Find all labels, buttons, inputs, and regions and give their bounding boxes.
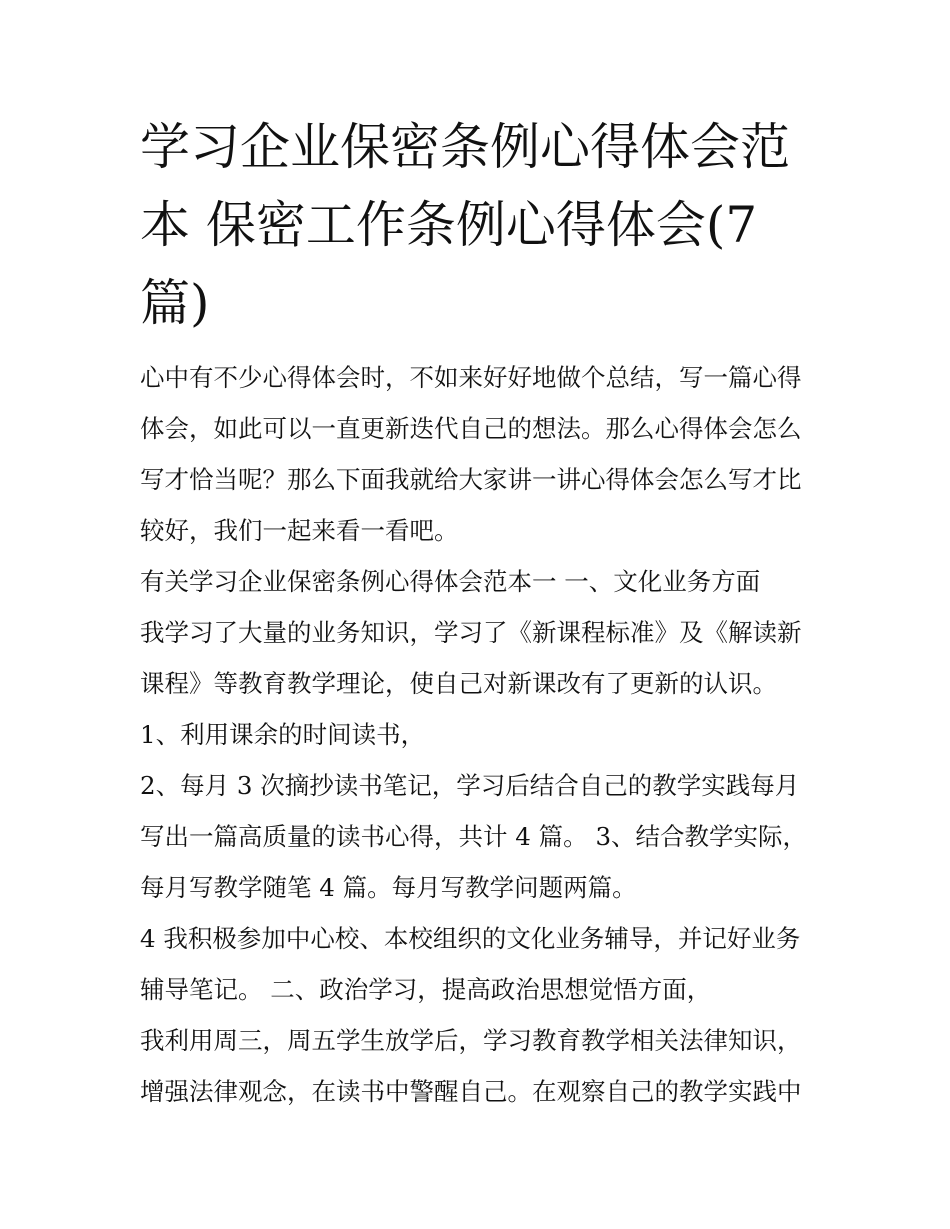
body-line: 有关学习企业保密条例心得体会范本一 一、文化业务方面 [140,567,761,596]
body-line: 1、利用课余的时间读书， [140,720,426,749]
body-line: 较好，我们一起来看一看吧。 [140,516,459,545]
body-line: 写出一篇高质量的读书心得，共计 4 篇。 3、结合教学实际， [140,822,808,851]
body-line: 每月写教学随笔 4 篇。每月写教学问题两篇。 [140,873,637,902]
body-line: 体会，如此可以一直更新迭代自己的想法。那么心得体会怎么 [140,414,802,443]
body-line: 4 我积极参加中心校、本校组织的文化业务辅导，并记好业务 [140,924,801,953]
body-line: 我学习了大量的业务知识，学习了《新课程标准》及《解读新 [140,618,802,647]
document-title [140,108,820,342]
title-line: 本 保密工作条例心得体会(7 [140,196,758,254]
body-line: 增强法律观念，在读书中警醒自己。在观察自己的教学实践中 [140,1077,802,1106]
body-line: 心中有不少心得体会时，不如来好好地做个总结，写一篇心得 [140,363,802,392]
title-line: 篇) [140,274,210,332]
body-line: 辅导笔记。 二、政治学习，提高政治思想觉悟方面， [140,975,712,1004]
body-line: 2、每月 3 次摘抄读书笔记，学习后结合自己的教学实践每月 [140,771,800,800]
body-line: 课程》等教育教学理论，使自己对新课改有了更新的认识。 [140,669,777,698]
title-line: 学习企业保密条例心得体会范 [140,118,790,176]
document-body [140,352,840,1117]
body-line: 我利用周三，周五学生放学后，学习教育教学相关法律知识， [140,1026,802,1055]
body-line: 写才恰当呢？那么下面我就给大家讲一讲心得体会怎么写才比 [140,465,802,494]
